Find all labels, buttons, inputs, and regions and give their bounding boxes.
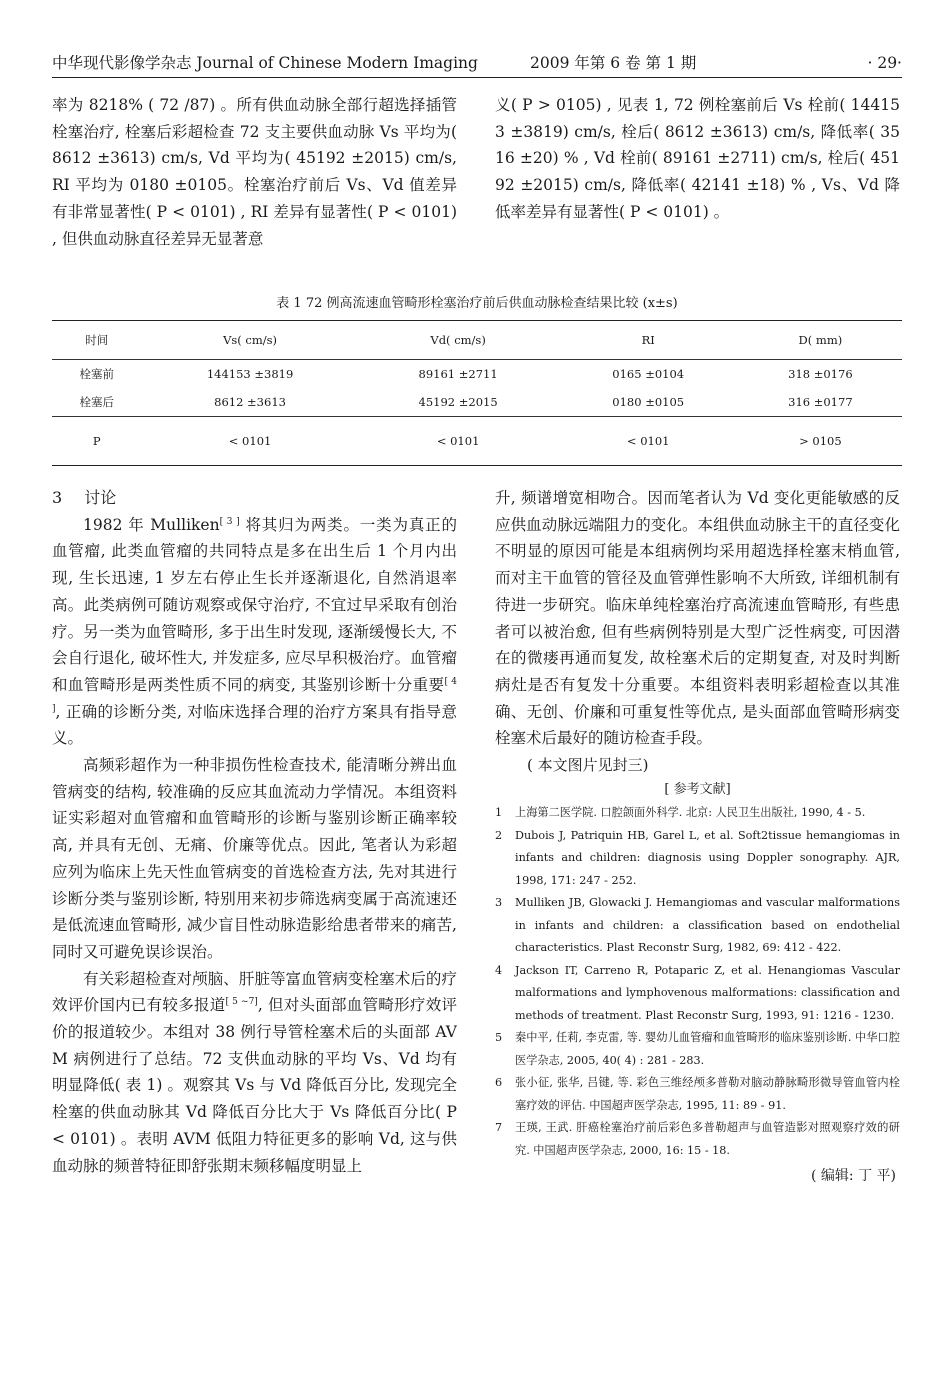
section-heading (52, 485, 457, 512)
discussion-paragraph-2: 高频彩超作为一种非损伤性检查技术, 能清晰分辨出血管病变的结构, 较准确的反应其血流动力学情况。本组资料证实彩超对血管瘤和血管畸形的诊断与鉴别诊断正确率较高, 并具有无创、无痛、价廉等优点。因此, 笔者认为彩超应列为临床上先天性血管病变的首选检查方法, 先对其进行诊断分类与鉴别诊断, 特别用来初步筛选病变属于高流速还是低流速血管畸形, 减少盲目性动脉造影给患者带来的痛苦, 同时又可避免误诊误治。 (52, 756, 457, 961)
table-header-row (52, 321, 902, 360)
results-paragraph-left: 率为 8218% ( 72 /87) 。所有供血动脉全部行超选择插管栓塞治疗, 栓塞后彩超检查 72 支主要供血动脉 Vs 平均为( 8612 ±3613) cm/s, Vd 平均为( 45192 ±2015) cm/s, RI 平均为 0180 ±0105。栓塞治疗前后 Vs、Vd 值差异有非常显著性( P < 0101) , RI 差异有显著性( P < 0101) , 但供血动脉直径差异无显著意 (52, 96, 457, 248)
reference-text: 张小征, 张华, 吕键, 等. 彩色三维经颅多普勒对脑动静脉畸形微导管血管内栓塞疗效的评估. 中国超声医学杂志, 1995, 11: 89 - 91. (515, 1076, 900, 1112)
issue-info: 2009 年第 6 卷 第 1 期 (530, 54, 697, 72)
table-cell: 45192 ±2015 (418, 395, 498, 409)
table-row (52, 360, 902, 389)
reference-text: 上海第二医学院. 口腔颌面外科学. 北京: 人民卫生出版社, 1990, 4 - 5. (515, 806, 866, 820)
table-cell: < 0101 (142, 417, 359, 466)
table-cell: 栓塞前 (79, 367, 115, 381)
table-cell: 89161 ±2711 (418, 367, 498, 381)
running-header (52, 52, 902, 74)
reference-item (495, 802, 900, 825)
table-cell: 0165 ±0104 (612, 367, 685, 381)
discussion-paragraph-1 (52, 512, 457, 752)
figure-note: ( 本文图片见封三) (527, 756, 649, 775)
text-run: 将其归为两类。一类为真正的血管瘤, 此类血管瘤的共同特点是多在出生后 1 个月内出现, 生长迅速, 1 岁左右停止生长并逐渐退化, 自然消退率高。此类病例可随访观察或保守治疗, 不宜过早采取有创治疗。另一类为血管畸形, 多于出生时发现, 逐渐缓慢长大, 不会自行退化, 破坏性大, 并发症多, 应尽早积极治疗。血管瘤和血管畸形是两类性质不同的病变, 其鉴别诊断十分重要 (52, 515, 457, 694)
reference-number: 4 (495, 963, 503, 977)
reference-number: 1 (495, 806, 503, 820)
table-header-cell: D( mm) (739, 321, 902, 360)
table-cell: > 0105 (739, 417, 902, 466)
results-paragraph-right: 义( P > 0105) , 见表 1, 72 例栓塞前后 Vs 栓前( 144153 ±3819) cm/s, 栓后( 8612 ±3613) cm/s, 降低率( 3516 ±20) % , Vd 栓前( 89161 ±2711) cm/s, 栓后( 45192 ±2015) cm/s, 降低率( 42141 ±18) % , Vs、Vd 降低率差异有显著性( P < 0101) 。 (495, 96, 900, 221)
reference-text: Jackson IT, Carreno R, Potaparic Z, et al. Henangiomas Vascular malformations and lymphovenous malformations: classification and methods of treatment. Plast Reconstr Surg, 1993, 91: 1216 - 1230. (515, 963, 900, 1022)
top-left-column (52, 92, 457, 252)
text-run: 有关彩超检查对颅脑、肝脏等富血管病变栓塞术后的疗效评价国内已有较多报道 (52, 969, 457, 1015)
reference-number: 5 (495, 1031, 503, 1045)
table-cell: 318 ±0176 (788, 367, 853, 381)
discussion-left-column (52, 485, 457, 1179)
text-run: , 正确的诊断分类, 对临床选择合理的治疗方案具有指导意义。 (52, 702, 457, 748)
page-number: · 29· (867, 54, 902, 72)
reference-text: Mulliken JB, Glowacki J. Hemangiomas and vascular malformations in infants and children: a classification based on endothelial characteristics. Plast Reconstr Surg, 1982, 69: 412 - 422. (515, 896, 900, 955)
reference-number: 2 (495, 828, 503, 842)
section-title: 讨论 (84, 488, 117, 507)
table-header-cell: 时间 (52, 321, 142, 360)
citation: [ 3 ] (219, 516, 240, 527)
table-cell: 栓塞后 (79, 395, 115, 409)
table-header-cell: Vd( cm/s) (359, 321, 558, 360)
journal-name: 中华现代影像学杂志 Journal of Chinese Modern Imaging (52, 54, 478, 72)
table-caption: 表 1 72 例高流速血管畸形栓塞治疗前后供血动脉检查结果比较 (x±s) (276, 296, 678, 311)
table-cell: 8612 ±3613 (214, 395, 286, 409)
table-header-cell: Vs( cm/s) (142, 321, 359, 360)
reference-item (495, 825, 900, 893)
reference-item (495, 960, 900, 1028)
reference-number: 3 (495, 896, 503, 910)
discussion-paragraph-continued: 升, 频谱增宽相吻合。因而笔者认为 Vd 变化更能敏感的反应供血动脉远端阻力的变化。本组供血动脉主干的直径变化不明显的原因可能是本组病例均采用超选择栓塞末梢血管, 而对主干血管的管径及血管弹性影响不大所致, 详细机制有待进一步研究。临床单纯栓塞治疗高流速血管畸形, 有些患者可以被治愈, 但有些病例特别是大型广泛性病变, 可因潜在的微瘘再通而复发, 故栓塞术后的定期复查, 对及时判断病灶是否有复发十分重要。本组资料表明彩超检查以其准确、无创、价廉和可重复性等优点, 是头面部血管畸形病变栓塞术后最好的随访检查手段。 (495, 489, 900, 748)
reference-item (495, 1117, 900, 1162)
references-heading: [ 参考文献] (664, 782, 731, 798)
reference-number: 6 (495, 1076, 503, 1090)
references-list (495, 802, 900, 1162)
editor-note: ( 编辑: 丁 平) (811, 1168, 896, 1185)
table-row (52, 388, 902, 417)
reference-number: 7 (495, 1121, 503, 1135)
text-run: , 但对头面部血管畸形疗效评价的报道较少。本组对 38 例行导管栓塞术后的头面部 AVM 病例进行了总结。72 支供血动脉的平均 Vs、Vd 均有明显降低( 表 1) 。观察其 Vs 与 Vd 降低百分比, 发现完全栓塞的供血动脉其 Vd 降低百分比大于 Vs 降低百分比( P < 0101) 。表明 AVM 低阻力特征更多的影响 Vd, 这与供血动脉的频普特征即舒张期末频移幅度明显上 (52, 996, 457, 1175)
header-rule (52, 77, 902, 78)
reference-item (495, 1027, 900, 1072)
table-p-row (52, 417, 902, 466)
reference-text: 秦中平, 任莉, 李克雷, 等. 婴幼儿血管瘤和血管畸形的临床鉴别诊断. 中华口腔医学杂志, 2005, 40( 4) : 281 - 283. (515, 1031, 900, 1067)
table-cell: 144153 ±3819 (206, 367, 294, 381)
reference-text: 王瑛, 王武. 肝癌栓塞治疗前后彩色多普勒超声与血管造影对照观察疗效的研究. 中国超声医学杂志, 2000, 16: 15 - 18. (515, 1121, 900, 1157)
table-cell: < 0101 (558, 417, 739, 466)
table-cell: P (52, 417, 142, 466)
text-run: 1982 年 Mulliken (83, 515, 220, 534)
reference-item (495, 1072, 900, 1117)
reference-text: Dubois J, Patriquin HB, Garel L, et al. Soft2tissue hemangiomas in infants and children: diagnosis using Doppler sonography. AJR, 1998, 171: 247 - 252. (515, 828, 900, 887)
table-cell: 0180 ±0105 (612, 395, 685, 409)
top-right-column (495, 92, 900, 226)
table-header-cell: RI (558, 321, 739, 360)
discussion-right-column (495, 485, 900, 1188)
table-cell: 316 ±0177 (788, 395, 853, 409)
results-table (52, 320, 902, 466)
citation: [ 5 ~7] (225, 997, 258, 1008)
reference-item (495, 892, 900, 960)
citation: [ 4 ] (52, 676, 457, 714)
table-cell: < 0101 (359, 417, 558, 466)
discussion-paragraph-3 (52, 966, 457, 1180)
section-number: 3 (52, 488, 63, 507)
